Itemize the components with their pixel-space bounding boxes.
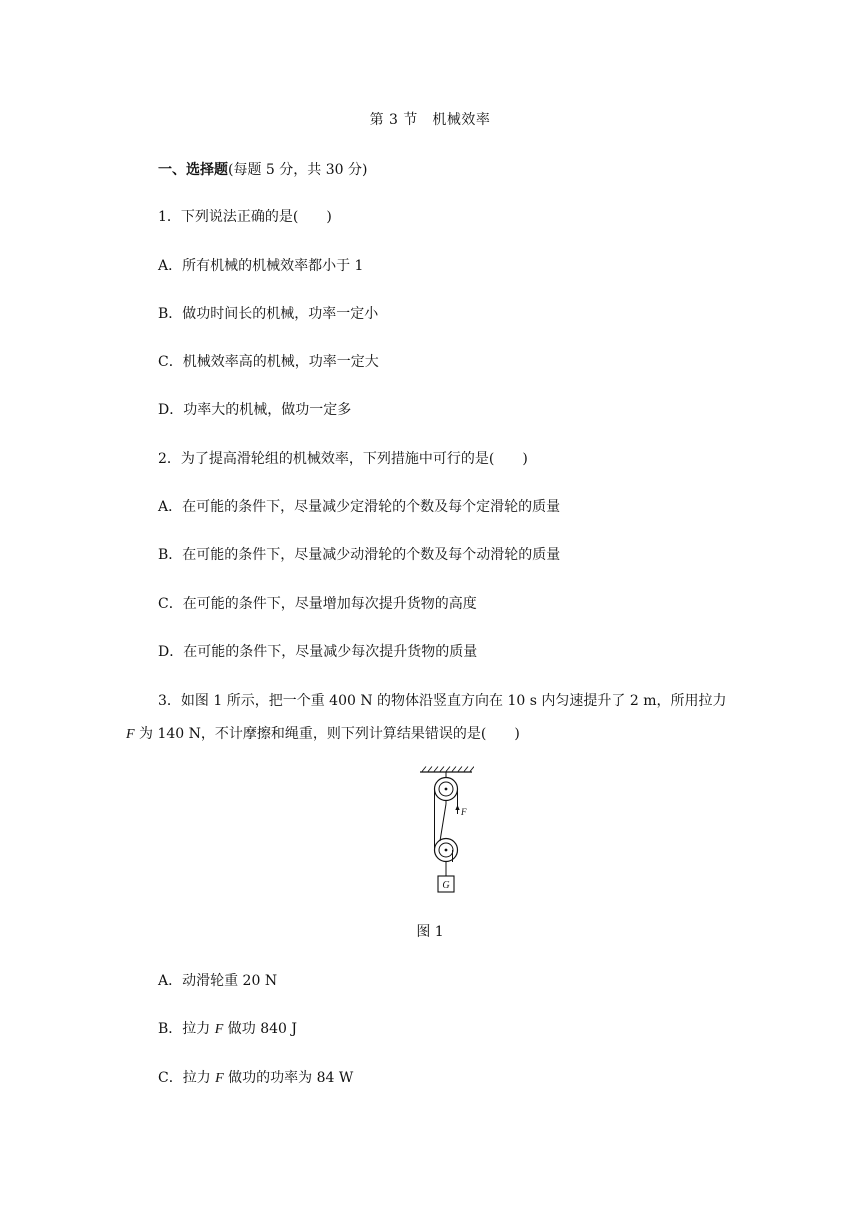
force-variable: F — [214, 1022, 224, 1037]
question-1-option-d: D．功率大的机械，做功一定多 — [158, 402, 352, 418]
movable-pulley — [435, 839, 458, 862]
figure-caption: 图 1 — [416, 924, 444, 940]
force-label: F — [461, 807, 467, 817]
section-heading-label: 一、选择题 — [158, 162, 228, 178]
question-3-option-b-prefix: B．拉力 — [158, 1021, 215, 1037]
question-2-option-d: D．在可能的条件下，尽量减少每次提升货物的质量 — [158, 644, 478, 660]
question-1-option-a: A．所有机械的机械效率都小于 1 — [158, 258, 364, 274]
question-1-option-c: C．机械效率高的机械，功率一定大 — [158, 354, 379, 370]
question-2-option-a: A．在可能的条件下，尽量减少定滑轮的个数及每个定滑轮的质量 — [158, 499, 561, 515]
page-title: 第 3 节 机械效率 — [369, 112, 491, 128]
question-2-stem: 2．为了提高滑轮组的机械效率，下列措施中可行的是( ) — [158, 451, 528, 467]
question-3-stem-line-2-text: 为 140 N，不计摩擦和绳重，则下列计算结果错误的是( ) — [134, 726, 520, 742]
ceiling — [420, 767, 474, 773]
question-3-option-b-suffix: 做功 840 J — [223, 1021, 297, 1037]
question-1-stem: 1．下列说法正确的是( ) — [158, 209, 332, 225]
question-1-option-b: B．做功时间长的机械，功率一定小 — [158, 306, 379, 322]
section-heading-note: (每题 5 分，共 30 分) — [228, 162, 368, 178]
question-3-option-c-suffix: 做功的功率为 84 W — [223, 1070, 354, 1086]
question-3-stem-line-2 — [126, 724, 520, 745]
question-3-option-a: A．动滑轮重 20 N — [158, 973, 278, 989]
question-3-option-c-prefix: C．拉力 — [158, 1070, 216, 1086]
question-3-option-c — [158, 1068, 353, 1089]
fixed-pulley — [435, 778, 458, 801]
question-2-option-c: C．在可能的条件下，尽量增加每次提升货物的高度 — [158, 596, 477, 612]
force-arrow — [455, 805, 459, 814]
force-variable: F — [215, 1071, 224, 1086]
question-3-option-b — [158, 1019, 297, 1040]
weight-label: G — [442, 880, 450, 891]
question-3-stem-line-1: 3．如图 1 所示，把一个重 400 N 的物体沿竖直方向在 10 s 内匀速提升了 2 m，所用拉力 — [158, 693, 727, 709]
question-2-option-b: B．在可能的条件下，尽量减少动滑轮的个数及每个动滑轮的质量 — [158, 547, 561, 563]
force-variable: F — [126, 727, 135, 742]
section-heading — [158, 160, 367, 180]
pulley-system-figure — [418, 766, 474, 896]
